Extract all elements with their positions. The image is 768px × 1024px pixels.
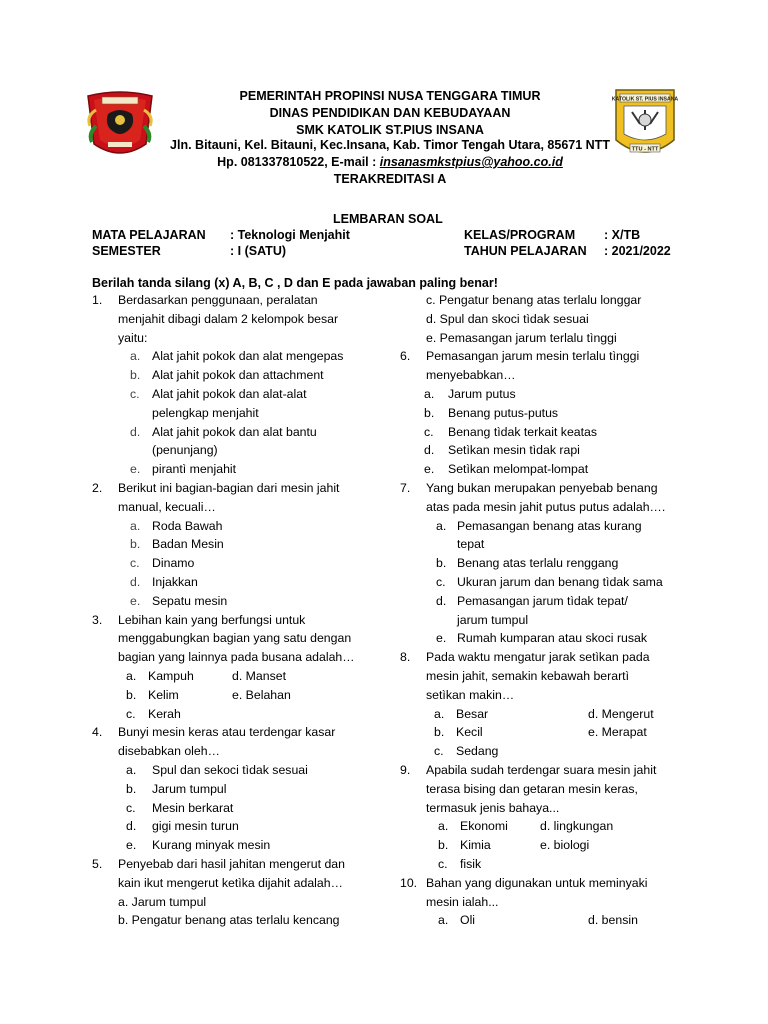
question-text: Yang bukan merupakan penyebab benang [426,480,658,495]
question-text: kain ikut mengerut ketìka dijahit adalah… [118,875,343,890]
subject-label: MATA PELAJARAN [92,228,206,242]
subject-value: : Teknologi Menjahit [230,228,350,242]
option-letter: c. [130,386,140,401]
option-text: Setìkan melompat-lompat [448,462,589,477]
option-text: pirantì menjahit [152,462,237,477]
option-text[interactable]: Kelim [148,687,179,702]
option-letter: b. [436,556,447,571]
option-letter[interactable]: a. [126,668,137,683]
question-text: Lebihan kain yang berfungsi untuk [118,612,306,627]
question-text: Berdasarkan penggunaan, peralatan [118,293,318,307]
option-text: jarum tumpul [457,612,529,627]
option-letter: b. [130,368,141,383]
option-letter: c. [126,800,136,815]
page-title: LEMBARAN SOAL [333,212,443,226]
option-c[interactable] [92,799,382,818]
option-letter[interactable]: b. [434,725,445,740]
option-d[interactable]: d. Spul dan skoci tìdak sesuai [426,311,589,326]
question-text: manual, kecuali… [118,499,216,514]
question-text: termasuk jenis bahaya... [426,800,560,815]
option-letter: d. [436,593,447,608]
question-1 [92,291,382,347]
option-text: Alat jahit pokok dan alat bantu [152,424,317,439]
option-text[interactable]: Oli [460,913,476,928]
option-a[interactable] [400,517,690,555]
option-b[interactable] [92,535,382,554]
header-school-name: SMK KATOLIK ST.PIUS INSANA [296,123,484,137]
province-logo [82,86,158,162]
option-text[interactable]: Besar [456,706,489,721]
question-text: mesin jahit, semakin kebawah berartì [426,668,629,683]
year-value: : 2021/2022 [604,244,671,258]
option-text: Jarum tumpul [152,781,227,796]
question-number: 3. [92,612,103,627]
option-row [92,686,382,705]
question-text: terasa bising dan getaran mesin keras, [426,781,638,796]
option-text[interactable]: d. Manset [232,668,286,683]
option-letter: b. [130,537,141,552]
option-letter[interactable]: b. [126,687,137,702]
option-text: Benang atas terlalu renggang [457,556,619,571]
question-text: Bunyi mesin keras atau terdengar kasar [118,725,336,740]
header-department: DINAS PENDIDIKAN DAN KEBUDAYAAN [269,106,511,120]
question-text: mesin ialah... [426,894,499,909]
option-c[interactable]: c. Pengatur benang atas terlalu longgar [426,293,642,307]
option-letter: d. [130,424,141,439]
question-number: 1. [92,293,103,307]
option-e[interactable]: e. Pemasangan jarum terlalu tìnggi [426,330,617,345]
option-text: Pemasangan benang atas kurang [457,518,642,533]
question-text: Pemasangan jarum mesin terlalu tìnggi [426,349,640,364]
option-letter: e. [130,593,141,608]
option-text[interactable]: Kimia [460,838,491,853]
option-text: Setìkan mesin tìdak rapi [448,443,580,458]
option-letter: e. [126,838,137,853]
header-accreditation: TERAKREDITASI A [333,172,447,186]
option-c[interactable] [400,423,690,442]
option-b[interactable]: b. Pengatur benang atas terlalu kencang [118,913,340,928]
option-b[interactable] [400,554,690,573]
option-d[interactable] [92,817,382,836]
option-c[interactable] [92,554,382,573]
option-c[interactable] [92,385,382,423]
option-b[interactable] [400,404,690,423]
question-text: setìkan makin… [426,687,515,702]
option-text[interactable]: fisik [460,856,482,871]
option-row [400,723,690,742]
class-label: KELAS/PROGRAM [464,228,576,242]
option-text: Alat jahit pokok dan alat mengepas [152,349,344,364]
option-letter: b. [424,405,435,420]
option-d[interactable] [92,423,382,461]
option-letter: c. [130,556,140,571]
option-text: Kurang minyak mesin [152,838,271,853]
option-row [400,911,690,930]
question-2 [92,479,382,517]
option-text: Alat jahit pokok dan attachment [152,368,324,383]
option-letter[interactable]: b. [438,838,449,853]
option-text[interactable]: Ekonomi [460,819,508,834]
option-letter: a. [424,386,435,401]
question-text: menggabungkan bagian yang satu dengan [118,631,352,646]
option-d[interactable] [400,592,690,630]
option-letter: a. [130,349,141,364]
option-text[interactable]: e. Merapat [588,725,647,740]
header-contact [150,153,630,172]
question-number: 7. [400,480,411,495]
option-text: pelengkap menjahit [152,405,259,420]
header-phone: Hp. 081337810522, E-mail : [217,155,380,169]
option-text: Alat jahit pokok dan alat-alat [152,386,307,401]
option-text: Jarum putus [448,386,516,401]
option-letter[interactable]: c. [126,706,136,721]
question-text: yaitu: [118,330,148,345]
option-letter: a. [436,518,447,533]
question-number: 4. [92,725,103,740]
question-text: menyebabkan… [426,368,516,383]
option-text: Badan Mesin [152,537,224,552]
question-text: atas pada mesin jahit putus putus adalah…. [426,499,666,514]
option-e[interactable] [92,460,382,479]
instruction: Berilah tanda silang (x) A, B, C , D dan E pada jawaban paling benar! [92,276,498,290]
question-3 [92,611,382,667]
option-text: gigi mesin turun [152,819,239,834]
question-9 [400,761,690,817]
option-a[interactable] [92,347,382,366]
question-7 [400,479,690,517]
option-a[interactable] [400,385,690,404]
question-number: 5. [92,856,103,871]
option-letter: d. [126,819,137,834]
option-a[interactable] [92,761,382,780]
option-e[interactable] [92,836,382,855]
option-letter: e. [436,631,447,646]
header-address: Jln. Bitauni, Kel. Bitauni, Kec.Insana, Kab. Timor Tengah Utara, 85671 NTT [170,138,610,152]
question-8 [400,648,690,704]
option-letter[interactable]: a. [438,819,449,834]
option-text: (penunjang) [152,443,218,458]
option-text[interactable]: Sedang [456,744,499,759]
option-a[interactable]: a. Jarum tumpul [118,894,207,909]
question-text: menjahit dibagi dalam 2 kelompok besar [118,311,339,326]
option-letter: d. [424,443,435,458]
question-number: 2. [92,480,103,495]
question-number: 8. [400,650,411,665]
option-row [400,855,690,874]
question-6 [400,347,690,385]
option-row [92,705,382,724]
option-letter[interactable]: a. [438,913,449,928]
header-email-link[interactable]: insanasmkstpius@yahoo.co.id [379,155,563,169]
question-number: 10. [400,875,418,890]
option-row [400,836,690,855]
question-5 [92,855,382,893]
option-b[interactable] [92,780,382,799]
option-row [400,705,690,724]
question-4 [92,723,382,761]
option-row [400,817,690,836]
school-logo-text-top: KATOLIK ST. PIUS INSANA [611,96,679,103]
question-text: Pada waktu mengatur jarak setìkan pada [426,650,650,665]
option-text: Ukuran jarum dan benang tìdak sama [457,574,663,589]
option-a[interactable] [92,517,382,536]
option-letter: a. [130,518,141,533]
option-row [400,742,690,761]
option-letter: b. [126,781,137,796]
option-text: Mesin berkarat [152,800,234,815]
question-text: disebabkan oleh… [118,744,220,759]
header-government: PEMERINTAH PROPINSI NUSA TENGGARA TIMUR [239,89,541,103]
option-d[interactable] [400,441,690,460]
option-letter[interactable]: c. [438,856,448,871]
option-text[interactable]: Kampuh [148,668,194,683]
option-text: Injakkan [152,574,198,589]
question-text: Bahan yang digunakan untuk meminyaki [426,875,648,890]
option-letter: a. [126,762,137,777]
question-number: 9. [400,762,411,777]
option-text: Roda Bawah [152,518,223,533]
questions-left-column [92,291,382,930]
option-text[interactable]: d. Mengerut [588,706,654,721]
option-b[interactable] [92,366,382,385]
option-text: tepat [457,537,485,552]
option-letter[interactable]: a. [434,706,445,721]
option-text: Benang tìdak terkait keatas [448,424,598,439]
year-label: TAHUN PELAJARAN [464,244,587,258]
question-text: bagian yang lainnya pada busana adalah… [118,650,355,665]
option-text[interactable]: e. Belahan [232,687,291,702]
school-logo-text-bottom: TTU - NTT [631,146,659,153]
option-letter: e. [424,462,435,477]
option-letter: e. [130,462,141,477]
option-c[interactable] [400,573,690,592]
question-text: Berikut ini bagian-bagian dari mesin jahit [118,480,340,495]
option-letter: d. [130,574,141,589]
option-text: Pemasangan jarum tìdak tepat/ [457,593,628,608]
option-letter: c. [424,424,434,439]
option-d[interactable] [92,573,382,592]
option-text[interactable]: d. bensin [588,913,638,928]
question-10 [400,874,690,912]
question-text: Apabila sudah terdengar suara mesin jahit [426,762,657,777]
option-text[interactable]: e. biologi [540,838,590,853]
semester-label: SEMESTER [92,244,161,258]
option-e[interactable] [400,460,690,479]
option-letter: c. [436,574,446,589]
option-text: Spul dan sekoci tìdak sesuai [152,762,308,777]
option-letter[interactable]: c. [434,744,444,759]
option-row [92,667,382,686]
option-text: Dinamo [152,556,195,571]
question-number: 6. [400,349,411,364]
option-text: Rumah kumparan atau skoci rusak [457,631,648,646]
option-text[interactable]: d. lingkungan [540,819,614,834]
question-text: Penyebab dari hasil jahitan mengerut dan [118,856,345,871]
option-text[interactable]: Kerah [148,706,181,721]
option-text: Benang putus-putus [448,405,559,420]
option-e[interactable] [400,629,690,648]
semester-value: : I (SATU) [230,244,287,258]
questions-right-column [400,291,690,930]
option-text: Sepatu mesin [152,593,228,608]
option-e[interactable] [92,592,382,611]
option-text[interactable]: Kecil [456,725,483,740]
class-value: : X/TB [604,228,641,242]
